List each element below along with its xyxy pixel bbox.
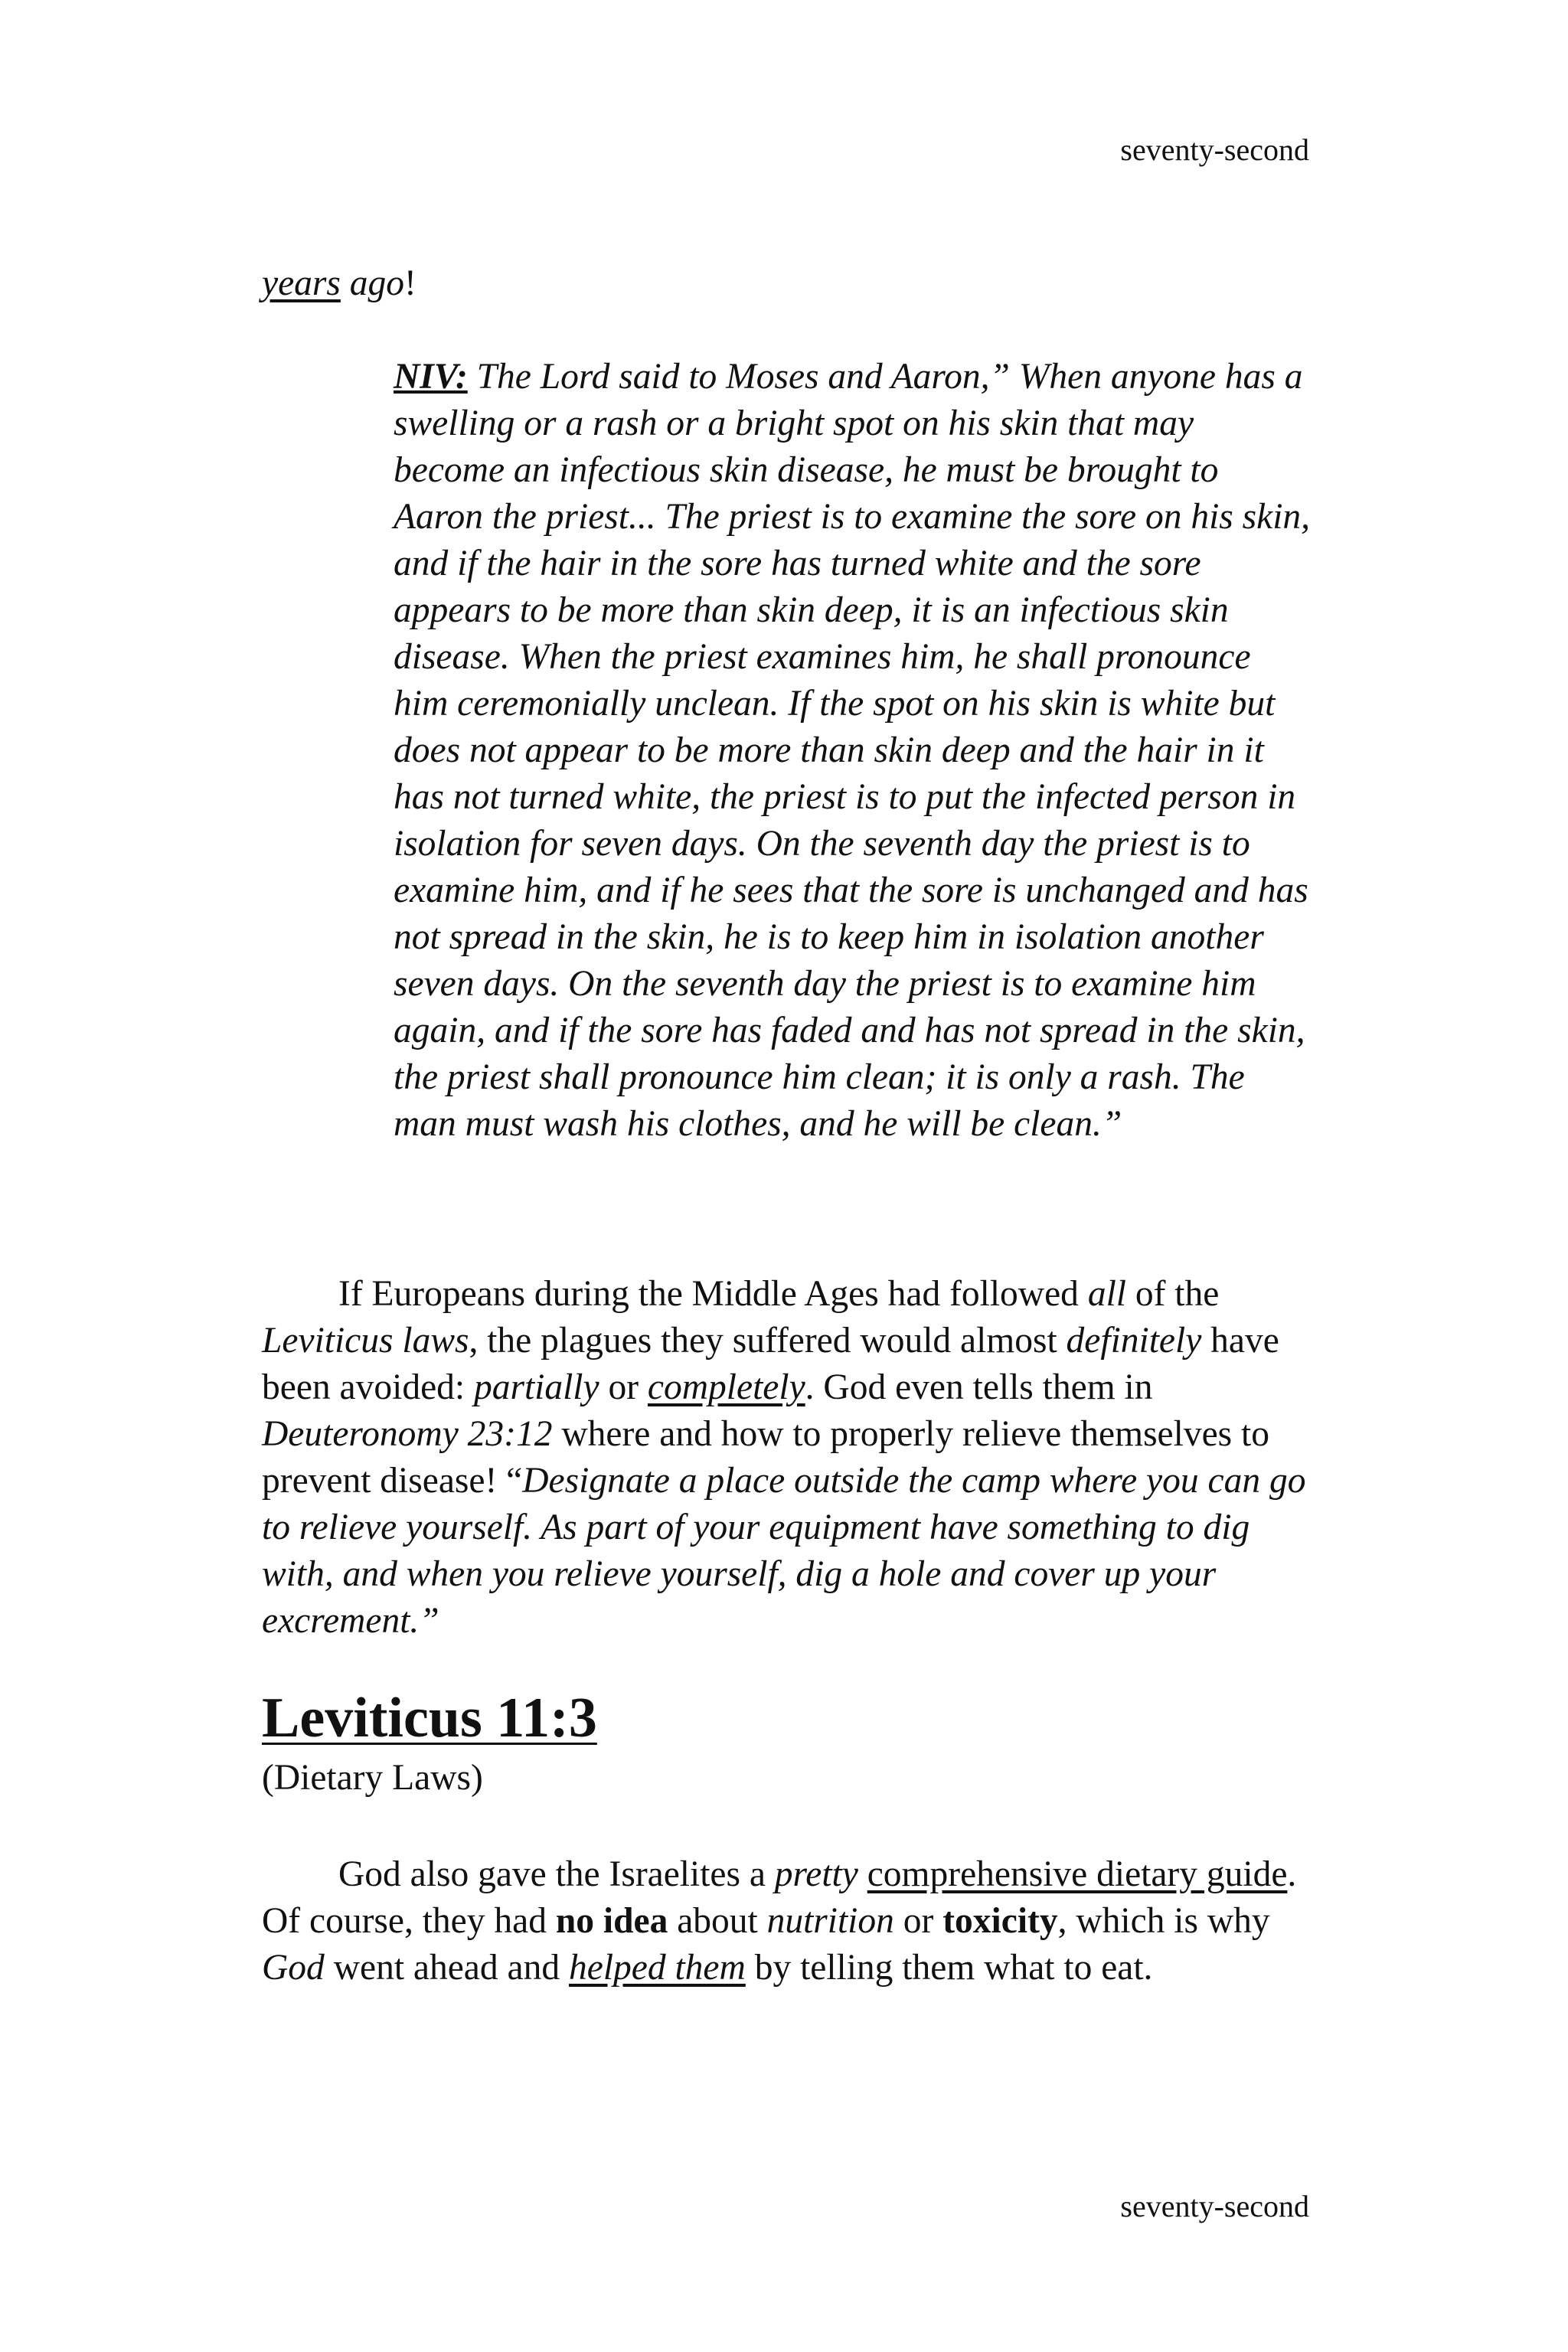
emphasis-definitely: definitely: [1066, 1321, 1202, 1361]
para2-text-4: about: [668, 1901, 767, 1941]
emphasis-helped-them: helped them: [568, 1948, 746, 1988]
exclamation: !: [404, 263, 416, 303]
niv-label: NIV:: [394, 357, 468, 397]
para2-text-2: [858, 1854, 867, 1894]
bold-toxicity: toxicity: [942, 1901, 1058, 1941]
para2-text-5: or: [893, 1901, 943, 1941]
para1-text-6: . God even tells them in: [805, 1367, 1153, 1407]
para2-text-8: by telling them what to eat.: [745, 1948, 1153, 1988]
para2-text-6: , which is why: [1057, 1901, 1270, 1941]
emphasis-leviticus-laws: Leviticus laws: [262, 1321, 469, 1361]
para1-text-5: or: [599, 1367, 648, 1407]
emphasis-nutrition: nutrition: [766, 1901, 894, 1941]
para1-text-3: , the plagues they suffered would almost: [469, 1321, 1067, 1361]
para1-text-2: of the: [1125, 1274, 1220, 1314]
para2-text-3: . Of course, they had: [262, 1854, 1297, 1941]
running-head-bottom: seventy-second: [1120, 2189, 1309, 2223]
bold-no-idea: no idea: [555, 1901, 668, 1941]
para2-text-7: went ahead and: [324, 1948, 569, 1988]
para1-text-1: If Europeans during the Middle Ages had followed: [338, 1274, 1088, 1314]
paragraph-european-plagues: [262, 1271, 1318, 1645]
paragraph-dietary-guide: [262, 1851, 1318, 1991]
running-head-top: seventy-second: [1120, 132, 1309, 167]
years-text: years: [262, 263, 341, 303]
section-subtitle: (Dietary Laws): [262, 1758, 483, 1798]
opening-fragment: [262, 260, 416, 307]
emphasis-completely: completely: [647, 1367, 805, 1407]
emphasis-god: God: [262, 1948, 325, 1988]
niv-quote-text: The Lord said to Moses and Aaron,” When anyone has a swelling or a rash or a bright spot on his skin that may become an infectious skin disease, he must be brought to Aaron the priest... The priest is to examine the sore on his skin, and if the hair in the sore has turned white and the sore appears to be more than skin deep, it is an infectious skin disease. When the priest examines him, he shall pronounce him ceremonially unclean. If the spot on his skin is white but does not appear to be more than skin deep and the hair in it has not turned white, the priest is to put the infected person in isolation for seven days. On the seventh day the priest is to examine him, and if he sees that the sore is unchanged and has not spread in the skin, he is to keep him in isolation another seven days. On the seventh day the priest is to examine him again, and if the sore has faded and has not spread in the skin, the priest shall pronounce him clean; it is only a rash. The man must wash his clothes, and he will be clean.”: [394, 357, 1311, 1144]
deuteronomy-quote: Designate a place outside the camp where you can go to relieve yourself. As part of your equipment have something to dig with, and when you relieve yourself, dig a hole and cover up your excrement.”: [262, 1461, 1306, 1641]
emphasis-all: all: [1087, 1274, 1126, 1314]
ago-text: ago: [349, 263, 405, 303]
underlined-dietary-guide: comprehensive dietary guide: [867, 1854, 1288, 1894]
para1-text-4: have been avoided:: [262, 1321, 1279, 1407]
emphasis-partially: partially: [473, 1367, 599, 1407]
reference-deuteronomy: Deuteronomy 23:12: [262, 1414, 553, 1454]
section-title: Leviticus 11:3: [262, 1687, 597, 1749]
emphasis-pretty: pretty: [774, 1854, 858, 1894]
para2-text-1: God also gave the Israelites a: [338, 1854, 775, 1894]
niv-block-quote: [394, 354, 1312, 1148]
para1-text-7: where and how to properly relieve themselves to prevent disease! “: [262, 1414, 1269, 1501]
